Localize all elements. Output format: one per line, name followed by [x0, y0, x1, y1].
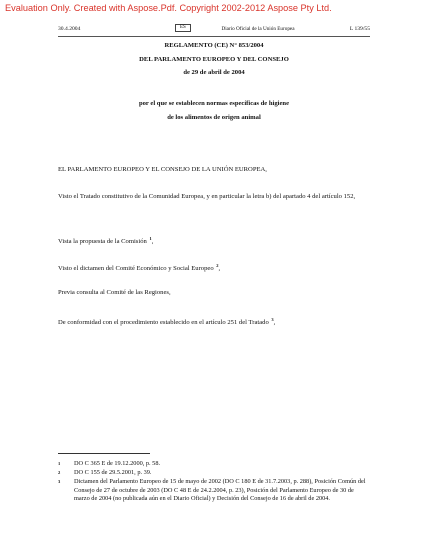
- page-reference: L 139/55: [349, 26, 370, 32]
- recital-regions: Previa consulta al Comité de las Regiones,: [58, 289, 171, 296]
- journal-name: Diario Oficial de la Unión Europea: [221, 26, 295, 32]
- footnote-ref-1[interactable]: 1: [149, 236, 152, 241]
- recital-commission-text: Vista la propuesta de la Comisión: [58, 238, 147, 245]
- footnote-number: 1: [58, 461, 61, 466]
- footnote-text: DO C 365 E de 19.12.2000, p. 58.: [74, 460, 161, 467]
- language-badge: ES: [175, 24, 191, 32]
- header-date: 30.4.2004: [58, 26, 81, 32]
- recital-committee-text: Visto el dictamen del Comité Económico y Social Europeo: [58, 265, 214, 272]
- footnote-ref-2[interactable]: 2: [216, 263, 219, 268]
- regulation-authority: DEL PARLAMENTO EUROPEO Y DEL CONSEJO: [139, 56, 289, 63]
- recital-treaty: Visto el Tratado constitutivo de la Comunidad Europea, y en particular la letra b) del apartado 4 del artículo 152,: [58, 193, 356, 200]
- recital-commission: [58, 232, 370, 248]
- footnote-text: DO C 155 de 29.5.2001, p. 39.: [74, 469, 152, 476]
- subject-line-1: por el que se establecen normas específicas de higiene: [138, 100, 290, 107]
- regulation-date: de 29 de abril de 2004: [183, 69, 245, 76]
- recital-committee: [58, 259, 370, 275]
- footnote-number: 3: [58, 479, 61, 484]
- recital-commission-end: ,: [151, 238, 154, 245]
- regulation-subject: [58, 97, 370, 125]
- footnote-number: 2: [58, 470, 61, 475]
- recital-procedure: [58, 313, 370, 329]
- recital-procedure-end: ,: [273, 319, 276, 326]
- recital-procedure-text: De conformidad con el procedimiento establecido en el artículo 251 del Tratado: [58, 319, 269, 326]
- watermark-text: Evaluation Only. Created with Aspose.Pdf. Copyright 2002-2012 Aspose Pty Ltd.: [5, 3, 332, 13]
- regulation-title: REGLAMENTO (CE) N° 853/2004: [164, 42, 264, 49]
- footnote-ref-3[interactable]: 3: [271, 317, 274, 322]
- page-header: [58, 26, 370, 37]
- footnote-text: Dictamen del Parlamento Europeo de 15 de mayo de 2002 (DO C 180 E de 31.7.2003, p. 288), Posición Común del Consejo de 27 de octubre de 2003 (DO C 48 E de 24.2.2004, p. 23), Posición del Parlamento Europeo de 30 de marzo de 2004 (no publicada aún en el Diario Oficial) y Decisión del Consejo de 16 de abril de 2004.: [74, 478, 366, 502]
- recital-committee-end: ,: [218, 265, 221, 272]
- footnote-divider: [58, 453, 150, 454]
- subject-line-2: de los alimentos de origen animal: [167, 114, 261, 121]
- preamble-intro: EL PARLAMENTO EUROPEO Y EL CONSEJO DE LA UNIÓN EUROPEA,: [58, 166, 267, 173]
